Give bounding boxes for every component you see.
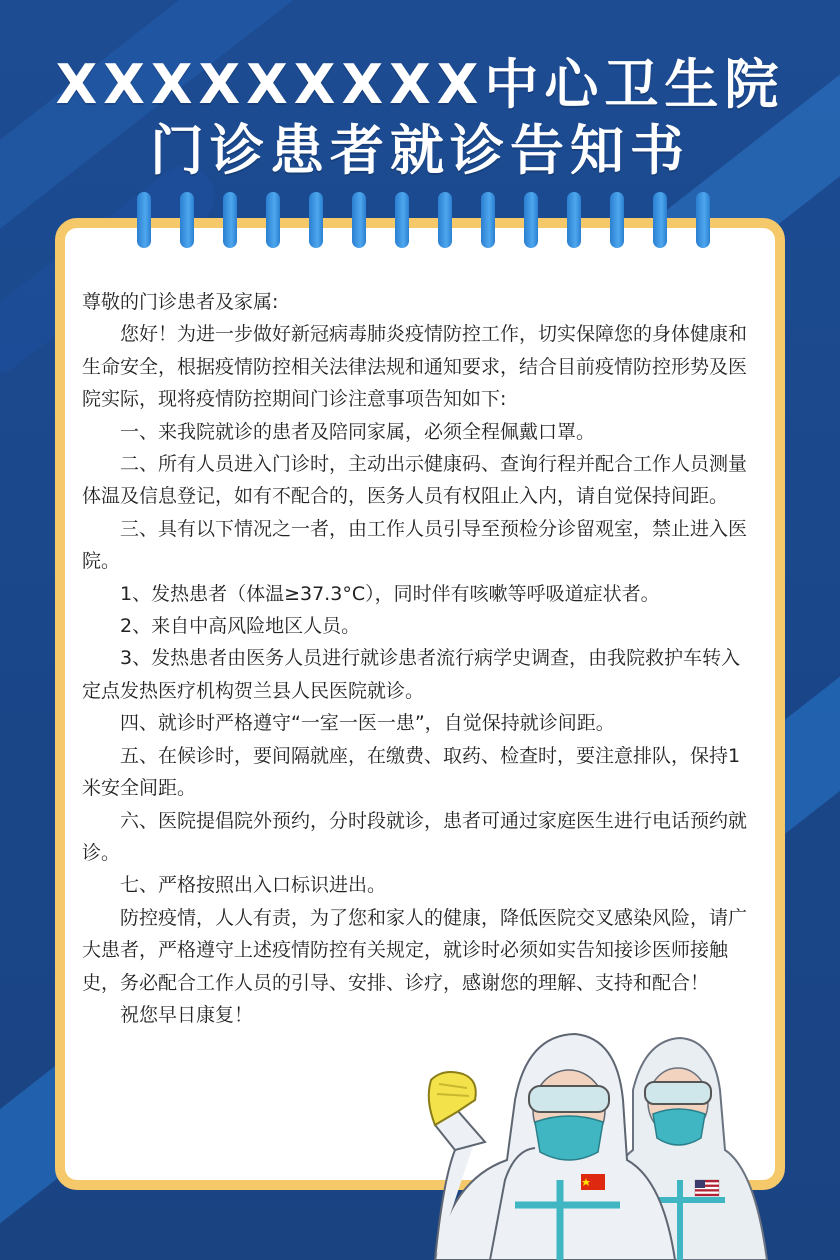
notice-paragraph: 防控疫情，人人有责，为了您和家人的健康，降低医院交叉感染风险，请广大患者，严格遵守上述疫情防控有关规定，就诊时必须如实告知接诊医师接触史，务必配合工作人员的引导、安排、诊疗，感谢您的理解、支持和配合！ — [82, 906, 748, 994]
notice-paragraph: 四、就诊时严格遵守“一室一医一患”，自觉保持就诊间距。 — [120, 712, 615, 735]
salutation: 尊敬的门诊患者及家属: — [82, 291, 279, 313]
notice-paragraph: 2、来自中高风险地区人员。 — [120, 615, 361, 638]
notice-paragraph: 二、所有人员进入门诊时，主动出示健康码、查询行程并配合工作人员测量体温及信息登记，如有不配合的，医务人员有权阻止入内，请自觉保持间距。 — [82, 453, 748, 508]
notice-paragraph: 1、发热患者（体温≥37.3°C），同时伴有咳嗽等呼吸道症状者。 — [120, 582, 660, 605]
poster-title-line2: 门诊患者就诊告知书 — [150, 119, 690, 182]
poster-title-line1: XXXXXXXXX中心卫生院 — [55, 53, 785, 116]
ring-icon — [352, 192, 366, 248]
notice-paragraph: 五、在候诊时，要间隔就座，在缴费、取药、检查时，要注意排队，保持1米安全间距。 — [82, 744, 741, 800]
ring-icon — [610, 192, 624, 248]
notice-paragraph: 三、具有以下情况之一者，由工作人员引导至预检分诊留观室，禁止进入医院。 — [82, 517, 748, 573]
ring-icon — [137, 192, 151, 248]
notice-paragraph: 祝您早日康复！ — [120, 1003, 254, 1026]
notice-paragraph: 您好！为进一步做好新冠病毒肺炎疫情防控工作，切实保障您的身体健康和生命安全，根据疫情防控相关法律法规和通知要求，结合目前疫情防控形势及医院实际，现将疫情防控期间门诊注意事项告知如下: — [82, 323, 748, 411]
usa-flag-icon — [695, 1180, 719, 1196]
medical-workers-illustration — [395, 1030, 795, 1260]
ring-icon — [180, 192, 194, 248]
notice-paragraph: 七、严格按照出入口标识进出。 — [120, 874, 387, 897]
notebook-rings — [137, 192, 737, 252]
notice-paragraph: 3、发热患者由医务人员进行就诊患者流行病学史调查，由我院救护车转入定点发热医疗机构贺兰县人民医院就诊。 — [82, 647, 741, 702]
ring-icon — [481, 192, 495, 248]
ring-icon — [653, 192, 667, 248]
notice-paragraph: 一、来我院就诊的患者及陪同家属，必须全程佩戴口罩。 — [120, 420, 596, 443]
ring-icon — [309, 192, 323, 248]
ring-icon — [223, 192, 237, 248]
ring-icon — [524, 192, 538, 248]
ring-icon — [266, 192, 280, 248]
ring-icon — [395, 192, 409, 248]
notice-paragraph: 六、医院提倡院外预约，分时段就诊，患者可通过家庭医生进行电话预约就诊。 — [82, 809, 748, 864]
notice-body — [82, 286, 758, 1031]
raised-fist — [429, 1072, 485, 1150]
ring-icon — [438, 192, 452, 248]
ring-icon — [696, 192, 710, 248]
ring-icon — [567, 192, 581, 248]
